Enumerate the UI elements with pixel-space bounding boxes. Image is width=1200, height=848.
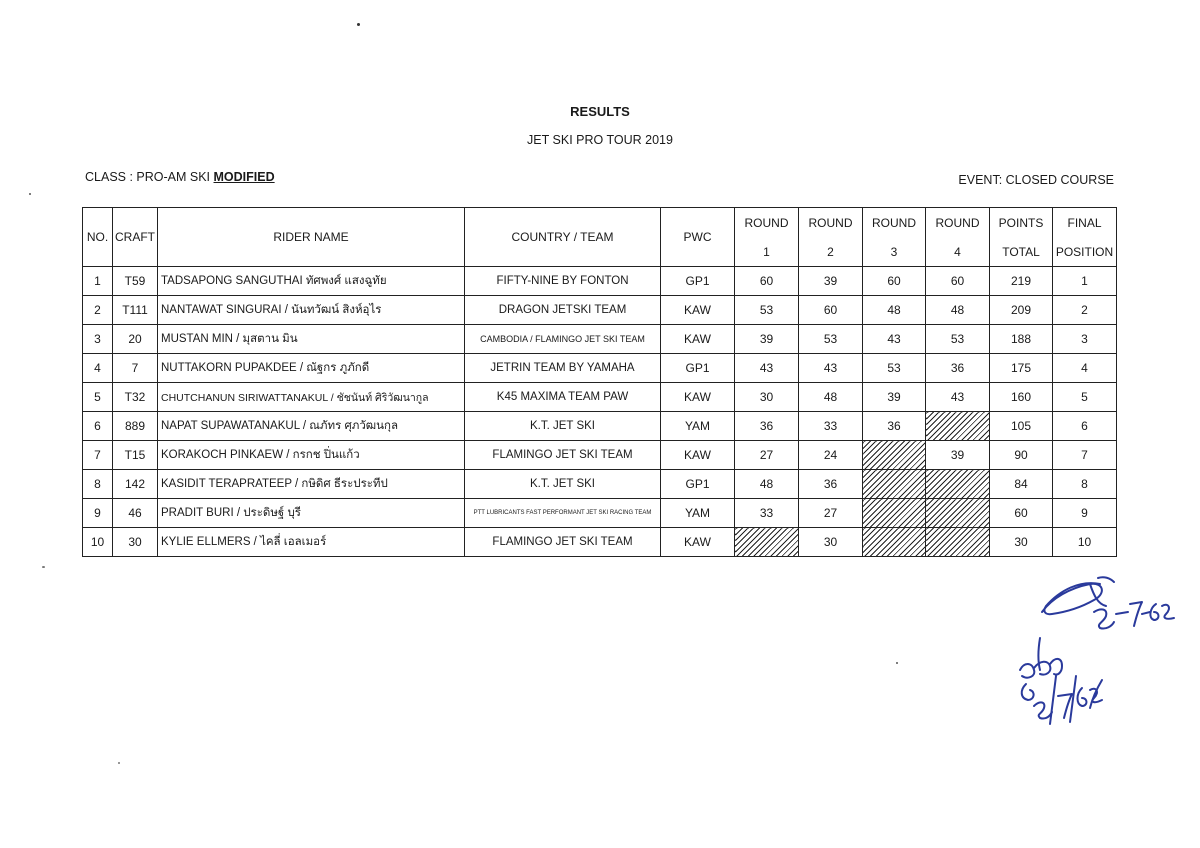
cell-round-3: 39: [863, 383, 926, 412]
table-row: [83, 267, 1117, 296]
cell-round-1-hatched: [735, 528, 799, 557]
cell-pwc: KAW: [661, 296, 735, 325]
cell-round-1: 30: [735, 383, 799, 412]
header-round-1-label: ROUND: [735, 208, 799, 238]
cell-position: 7: [1053, 441, 1117, 470]
cell-round-4-hatched: [926, 528, 990, 557]
cell-team: CAMBODIA / FLAMINGO JET SKI TEAM: [465, 325, 661, 354]
scan-speck: [118, 762, 120, 764]
cell-craft: 7: [113, 354, 158, 383]
cell-round-2: 53: [799, 325, 863, 354]
cell-round-1: 43: [735, 354, 799, 383]
cell-total: 60: [990, 499, 1053, 528]
cell-round-2: 60: [799, 296, 863, 325]
table-row: [83, 325, 1117, 354]
header-no: NO.: [83, 208, 113, 267]
cell-total: 209: [990, 296, 1053, 325]
cell-round-2: 39: [799, 267, 863, 296]
event-line: EVENT: CLOSED COURSE: [958, 173, 1114, 187]
cell-rider: MUSTAN MIN / มุสตาน มิน: [158, 325, 465, 354]
header-points-bottom: TOTAL: [990, 237, 1053, 267]
cell-craft: T15: [113, 441, 158, 470]
header-final-top: FINAL: [1053, 208, 1117, 238]
class-line: [85, 170, 275, 184]
header-round-2-number: 2: [799, 237, 863, 267]
cell-round-1: 33: [735, 499, 799, 528]
results-title: RESULTS: [570, 104, 630, 119]
header-round-2-label: ROUND: [799, 208, 863, 238]
cell-no: 8: [83, 470, 113, 499]
cell-team: FLAMINGO JET SKI TEAM: [465, 441, 661, 470]
cell-position: 1: [1053, 267, 1117, 296]
table-row: [83, 296, 1117, 325]
cell-round-4: 36: [926, 354, 990, 383]
cell-no: 9: [83, 499, 113, 528]
cell-round-4: 48: [926, 296, 990, 325]
header-round-4-label: ROUND: [926, 208, 990, 238]
cell-round-4: 53: [926, 325, 990, 354]
table-row: [83, 441, 1117, 470]
cell-pwc: YAM: [661, 412, 735, 441]
cell-round-4-hatched: [926, 412, 990, 441]
header-final-bottom: POSITION: [1053, 237, 1117, 267]
cell-round-4: 39: [926, 441, 990, 470]
table-row: [83, 499, 1117, 528]
cell-pwc: KAW: [661, 383, 735, 412]
class-label: CLASS : PRO-AM SKI: [85, 170, 214, 184]
cell-pwc: GP1: [661, 267, 735, 296]
cell-round-3: 36: [863, 412, 926, 441]
tour-subtitle: JET SKI PRO TOUR 2019: [527, 133, 673, 147]
cell-craft: 20: [113, 325, 158, 354]
header-rider: RIDER NAME: [158, 208, 465, 267]
cell-round-1: 48: [735, 470, 799, 499]
header-pwc: PWC: [661, 208, 735, 267]
cell-round-2: 30: [799, 528, 863, 557]
cell-total: 90: [990, 441, 1053, 470]
cell-position: 8: [1053, 470, 1117, 499]
cell-no: 10: [83, 528, 113, 557]
cell-total: 219: [990, 267, 1053, 296]
cell-craft: 30: [113, 528, 158, 557]
cell-craft: T111: [113, 296, 158, 325]
cell-round-1: 53: [735, 296, 799, 325]
cell-pwc: YAM: [661, 499, 735, 528]
cell-position: 10: [1053, 528, 1117, 557]
cell-team: K.T. JET SKI: [465, 470, 661, 499]
header-team: COUNTRY / TEAM: [465, 208, 661, 267]
cell-round-2: 48: [799, 383, 863, 412]
cell-position: 3: [1053, 325, 1117, 354]
cell-round-3-hatched: [863, 470, 926, 499]
table-row: [83, 354, 1117, 383]
cell-round-3-hatched: [863, 528, 926, 557]
cell-position: 2: [1053, 296, 1117, 325]
cell-rider: KORAKOCH PINKAEW / กรกช ปิ่นแก้ว: [158, 441, 465, 470]
cell-pwc: KAW: [661, 325, 735, 354]
cell-position: 6: [1053, 412, 1117, 441]
cell-round-2: 24: [799, 441, 863, 470]
cell-total: 30: [990, 528, 1053, 557]
cell-pwc: KAW: [661, 441, 735, 470]
cell-team: DRAGON JETSKI TEAM: [465, 296, 661, 325]
cell-round-2: 27: [799, 499, 863, 528]
cell-craft: 142: [113, 470, 158, 499]
scan-speck: [896, 662, 898, 664]
cell-round-3: 48: [863, 296, 926, 325]
cell-round-3: 60: [863, 267, 926, 296]
cell-rider: CHUTCHANUN SIRIWATTANAKUL / ชัชนันท์ ศิริวัฒนากูล: [158, 383, 465, 412]
cell-position: 5: [1053, 383, 1117, 412]
cell-pwc: GP1: [661, 470, 735, 499]
cell-total: 188: [990, 325, 1053, 354]
cell-position: 4: [1053, 354, 1117, 383]
cell-rider: PRADIT BURI / ประดิษฐ์ บุรี: [158, 499, 465, 528]
cell-no: 6: [83, 412, 113, 441]
cell-rider: KYLIE ELLMERS / ไคลี่ เอลเมอร์: [158, 528, 465, 557]
header-craft: CRAFT: [113, 208, 158, 267]
cell-round-4: 43: [926, 383, 990, 412]
table-row: [83, 528, 1117, 557]
scan-speck: [357, 23, 360, 26]
cell-round-2: 33: [799, 412, 863, 441]
cell-round-2: 36: [799, 470, 863, 499]
cell-rider: TADSAPONG SANGUTHAI ทัศพงศ์ แสงฉูทัย: [158, 267, 465, 296]
cell-round-3: 43: [863, 325, 926, 354]
cell-round-1: 36: [735, 412, 799, 441]
header-round-3-number: 3: [863, 237, 926, 267]
cell-no: 4: [83, 354, 113, 383]
cell-rider: NUTTAKORN PUPAKDEE / ณัฐกร ภูภักดี: [158, 354, 465, 383]
cell-round-1: 60: [735, 267, 799, 296]
cell-total: 175: [990, 354, 1053, 383]
header-round-4-number: 4: [926, 237, 990, 267]
scan-speck: [42, 566, 45, 568]
cell-rider: KASIDIT TERAPRATEEP / กษิดิศ ธีระประทีป: [158, 470, 465, 499]
header-points-top: POINTS: [990, 208, 1053, 238]
cell-total: 105: [990, 412, 1053, 441]
cell-craft: 889: [113, 412, 158, 441]
cell-craft: T32: [113, 383, 158, 412]
cell-team: JETRIN TEAM BY YAMAHA: [465, 354, 661, 383]
class-modifier: MODIFIED: [213, 170, 275, 184]
cell-team: K.T. JET SKI: [465, 412, 661, 441]
cell-craft: 46: [113, 499, 158, 528]
cell-round-4-hatched: [926, 470, 990, 499]
cell-team: FIFTY-NINE BY FONTON: [465, 267, 661, 296]
cell-rider: NANTAWAT SINGURAI / นันทวัฒน์ สิงห์อุไร: [158, 296, 465, 325]
header-round-3-label: ROUND: [863, 208, 926, 238]
cell-round-3-hatched: [863, 499, 926, 528]
table-row: [83, 412, 1117, 441]
cell-round-1: 27: [735, 441, 799, 470]
cell-total: 160: [990, 383, 1053, 412]
results-table: [82, 207, 1117, 557]
cell-pwc: GP1: [661, 354, 735, 383]
cell-craft: T59: [113, 267, 158, 296]
cell-round-4: 60: [926, 267, 990, 296]
scan-speck: [29, 193, 31, 195]
cell-no: 7: [83, 441, 113, 470]
cell-round-4-hatched: [926, 499, 990, 528]
cell-round-3: 53: [863, 354, 926, 383]
cell-no: 2: [83, 296, 113, 325]
cell-no: 3: [83, 325, 113, 354]
cell-rider: NAPAT SUPAWATANAKUL / ณภัทร ศุภวัฒนกุล: [158, 412, 465, 441]
cell-position: 9: [1053, 499, 1117, 528]
cell-round-3-hatched: [863, 441, 926, 470]
cell-round-1: 39: [735, 325, 799, 354]
cell-no: 1: [83, 267, 113, 296]
cell-no: 5: [83, 383, 113, 412]
table-row: [83, 470, 1117, 499]
table-row: [83, 383, 1117, 412]
cell-round-2: 43: [799, 354, 863, 383]
header-round-1-number: 1: [735, 237, 799, 267]
cell-team: PTT LUBRICANTS FAST PERFORMANT JET SKI RACING TEAM: [465, 499, 661, 528]
cell-pwc: KAW: [661, 528, 735, 557]
cell-team: FLAMINGO JET SKI TEAM: [465, 528, 661, 557]
cell-team: K45 MAXIMA TEAM PAW: [465, 383, 661, 412]
cell-total: 84: [990, 470, 1053, 499]
